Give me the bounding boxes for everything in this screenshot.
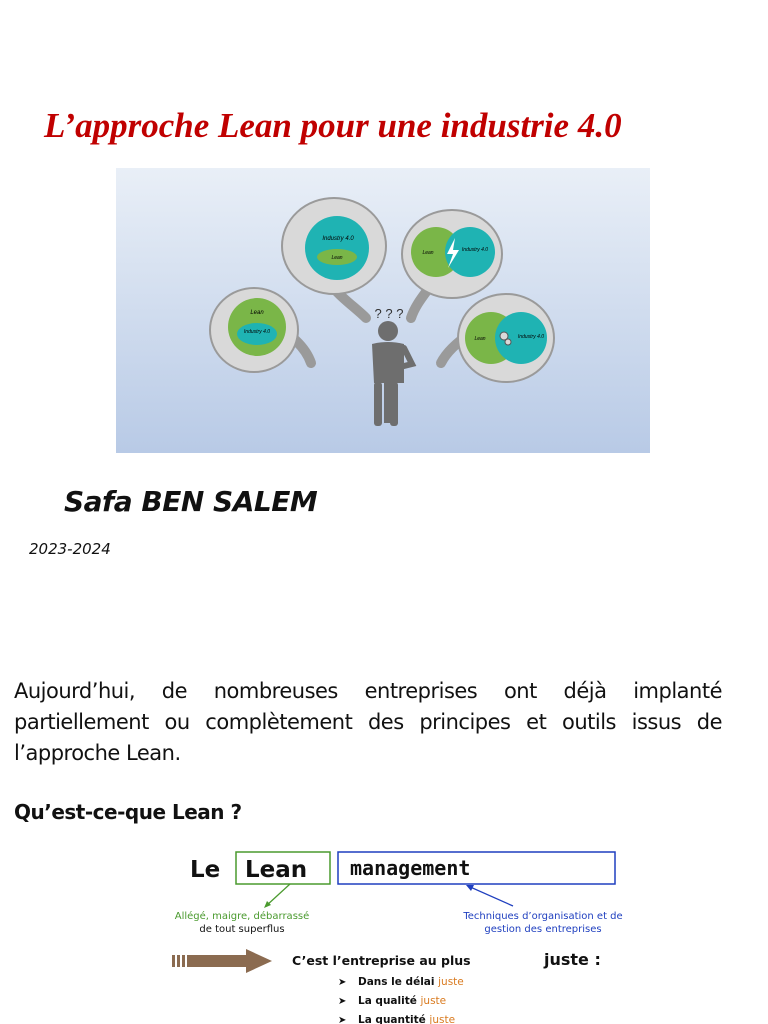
intro-paragraph: Aujourd’hui, de nombreuses entreprises ont déjà implanté partiellement ou complètement des principes et outils issus de l’approche Lean. (14, 679, 722, 765)
item-1-emphasis: juste (438, 976, 464, 988)
svg-text:La quantité juste (358, 1014, 455, 1024)
management-note-arrow (468, 886, 513, 906)
item-1-text: Dans le délai (358, 976, 435, 988)
lean-note-line-2: de tout superflus (199, 924, 285, 935)
item-3-text: La quantité (358, 1014, 426, 1024)
lean-note-arrow (266, 884, 290, 906)
word-le: Le (190, 857, 221, 883)
bubble-4-right-label: Industry 4.0 (517, 334, 545, 340)
document-title: L’approche Lean pour une industrie 4.0 (44, 106, 622, 145)
management-note-line-2: gestion des entreprises (484, 924, 602, 935)
author-name: Safa BEN SALEM (64, 485, 318, 518)
item-2-emphasis: juste (420, 995, 447, 1007)
statement-emphasis: juste : (544, 950, 601, 969)
bullet-arrow-icon: ➤ (338, 1015, 347, 1024)
list-item (338, 1014, 455, 1024)
bubble-4-left-label: Lean (474, 336, 486, 342)
word-lean: Lean (245, 857, 308, 883)
lean-management-diagram (168, 848, 668, 1024)
academic-year: 2023-2024 (29, 540, 111, 558)
lean-vs-industry-illustration (116, 168, 650, 453)
question-marks: ? ? ? (374, 306, 404, 321)
bubble-2-bottom-label: Lean (331, 255, 343, 261)
svg-text:La qualité juste (358, 995, 446, 1007)
list-item (338, 995, 446, 1007)
section-question: Qu’est-ce-que Lean ? (14, 800, 242, 824)
lean-note-line-1: Allégé, maigre, débarrassé (174, 911, 310, 922)
bubble-3-right-label: Industry 4.0 (461, 247, 489, 253)
bubble-1-bottom-label: Industry 4.0 (243, 329, 271, 335)
management-note-line-1: Techniques d’organisation et de (463, 911, 623, 922)
bubble-1-top-label: Lean (250, 310, 264, 316)
item-2-text: La qualité (358, 995, 417, 1007)
bubble-3-left-label: Lean (422, 250, 434, 256)
bubble-2-top-label: Industry 4.0 (322, 236, 354, 242)
list-item (338, 976, 464, 988)
bullet-arrow-icon: ➤ (338, 996, 347, 1007)
bullet-arrow-icon: ➤ (338, 977, 347, 988)
svg-text:Dans le délai juste (358, 976, 464, 988)
word-management: management (350, 856, 471, 880)
right-arrow-icon (172, 949, 272, 973)
statement-text: C’est l’entreprise au plus (292, 953, 471, 968)
item-3-emphasis: juste (429, 1014, 456, 1024)
